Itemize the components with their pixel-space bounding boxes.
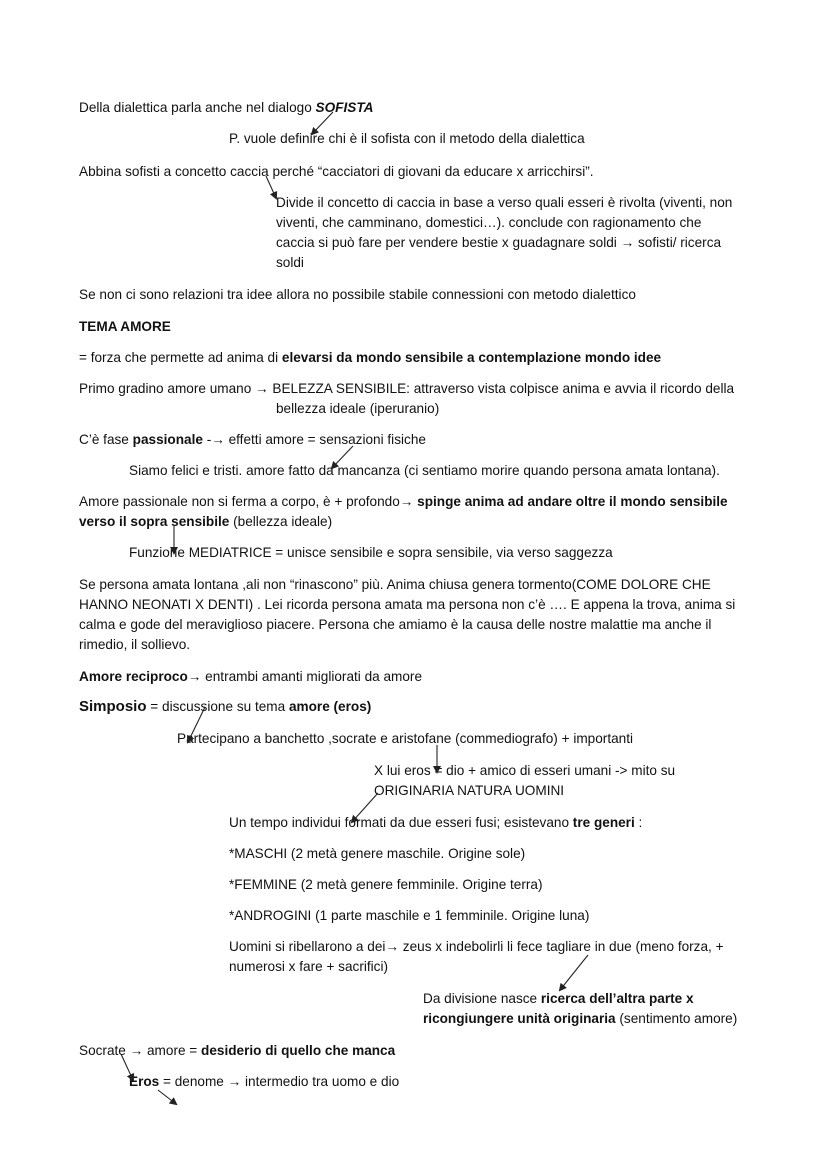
arrow-eros-down	[158, 1090, 176, 1104]
line-ribellarono-1: Uomini si ribellarono a dei→ zeus x indebolirli li fece tagliare in due (meno forza, +	[229, 939, 724, 954]
line-eros-2: ORIGINARIA NATURA UOMINI	[374, 783, 565, 798]
line-divisione-2: ricongiungere unità originaria (sentimento amore)	[423, 1011, 738, 1026]
line-mediatrice: Funzione MEDIATRICE = unisce sensibile e sopra sensibile, via verso saggezza	[129, 545, 613, 560]
line-eros-1: X lui eros = dio + amico di esseri umani -> mito su	[374, 763, 676, 778]
heading-tema-amore: TEMA AMORE	[79, 319, 171, 334]
line-femmine: *FEMMINE (2 metà genere femminile. Origine terra)	[229, 877, 543, 892]
line-androgini: *ANDROGINI (1 parte maschile e 1 femminile. Origine luna)	[229, 908, 590, 923]
line-divide-3: caccia si può fare per vendere bestie x guadagnare soldi → sofisti/ ricerca	[276, 235, 722, 250]
line-passionale: C’è fase passionale -→ effetti amore = sensazioni fisiche	[79, 432, 426, 447]
line-banchetto: Partecipano a banchetto ,socrate e aristofane (commediografo) + importanti	[177, 731, 634, 746]
line-forza: = forza che permette ad anima di elevarsi da mondo sensibile a contemplazione mondo idee	[79, 350, 662, 365]
line-primo-gradino-1: Primo gradino amore umano → BELEZZA SENSIBILE: attraverso vista colpisce anima e avvia il ricordo della	[79, 381, 735, 396]
line-caccia: Abbina sofisti a concetto caccia perché “cacciatori di giovani da educare x arricchirsi”.	[79, 164, 594, 179]
line-eros-denome: Eros = denome → intermedio tra uomo e dio	[129, 1074, 400, 1089]
line-amore-passionale-2: verso il sopra sensibile (bellezza ideale)	[79, 514, 333, 529]
line-un-tempo: Un tempo individui formati da due esseri fusi; esistevano tre generi :	[229, 815, 643, 830]
line-lontana-4: rimedio, il sollievo.	[79, 637, 191, 652]
line-socrate: Socrate → amore = desiderio di quello che manca	[79, 1043, 396, 1058]
line-definire: P. vuole definire chi è il sofista con il metodo della dialettica	[229, 131, 585, 146]
line-ribellarono-2: numerosi x fare + sacrifici)	[229, 959, 389, 974]
line-amore-passionale-1: Amore passionale non si ferma a corpo, è + profondo→ spinge anima ad andare oltre il mondo sensibile	[79, 494, 728, 509]
line-simposio: Simposio = discussione su tema amore (eros)	[79, 698, 372, 715]
line-sofista: Della dialettica parla anche nel dialogo SOFISTA	[79, 100, 374, 115]
line-felici: Siamo felici e tristi. amore fatto da mancanza (ci sentiamo morire quando persona amata lontana).	[129, 463, 720, 478]
line-divide-2: viventi, che camminano, domestici…). conclude con ragionamento che	[276, 215, 702, 230]
line-reciproco: Amore reciproco→ entrambi amanti migliorati da amore	[79, 669, 423, 684]
line-relazioni: Se non ci sono relazioni tra idee allora no possibile stabile connessioni con metodo dialettico	[79, 287, 636, 302]
line-lontana-2: HANNO NEONATI X DENTI) . Lei ricorda persona amata ma persona non c’è …. E appena la trova, anima si	[79, 597, 736, 612]
line-lontana-3: calma e gode del meraviglioso piacere. Persona che amiamo è la causa delle nostre malattie ma anche il	[79, 617, 712, 632]
line-divide-1: Divide il concetto di caccia in base a verso quali esseri è rivolta (viventi, non	[276, 195, 733, 210]
line-divisione-1: Da divisione nasce ricerca dell’altra parte x	[423, 991, 694, 1006]
line-primo-gradino-2: bellezza ideale (iperuranio)	[276, 401, 440, 416]
arrow-divisione	[560, 955, 588, 990]
line-lontana-1: Se persona amata lontana ,ali non “rinascono” più. Anima chiusa genera tormento(COME DOLORE CHE	[79, 577, 711, 592]
line-maschi: *MASCHI (2 metà genere maschile. Origine sole)	[229, 846, 526, 861]
line-divide-4: soldi	[276, 255, 304, 270]
